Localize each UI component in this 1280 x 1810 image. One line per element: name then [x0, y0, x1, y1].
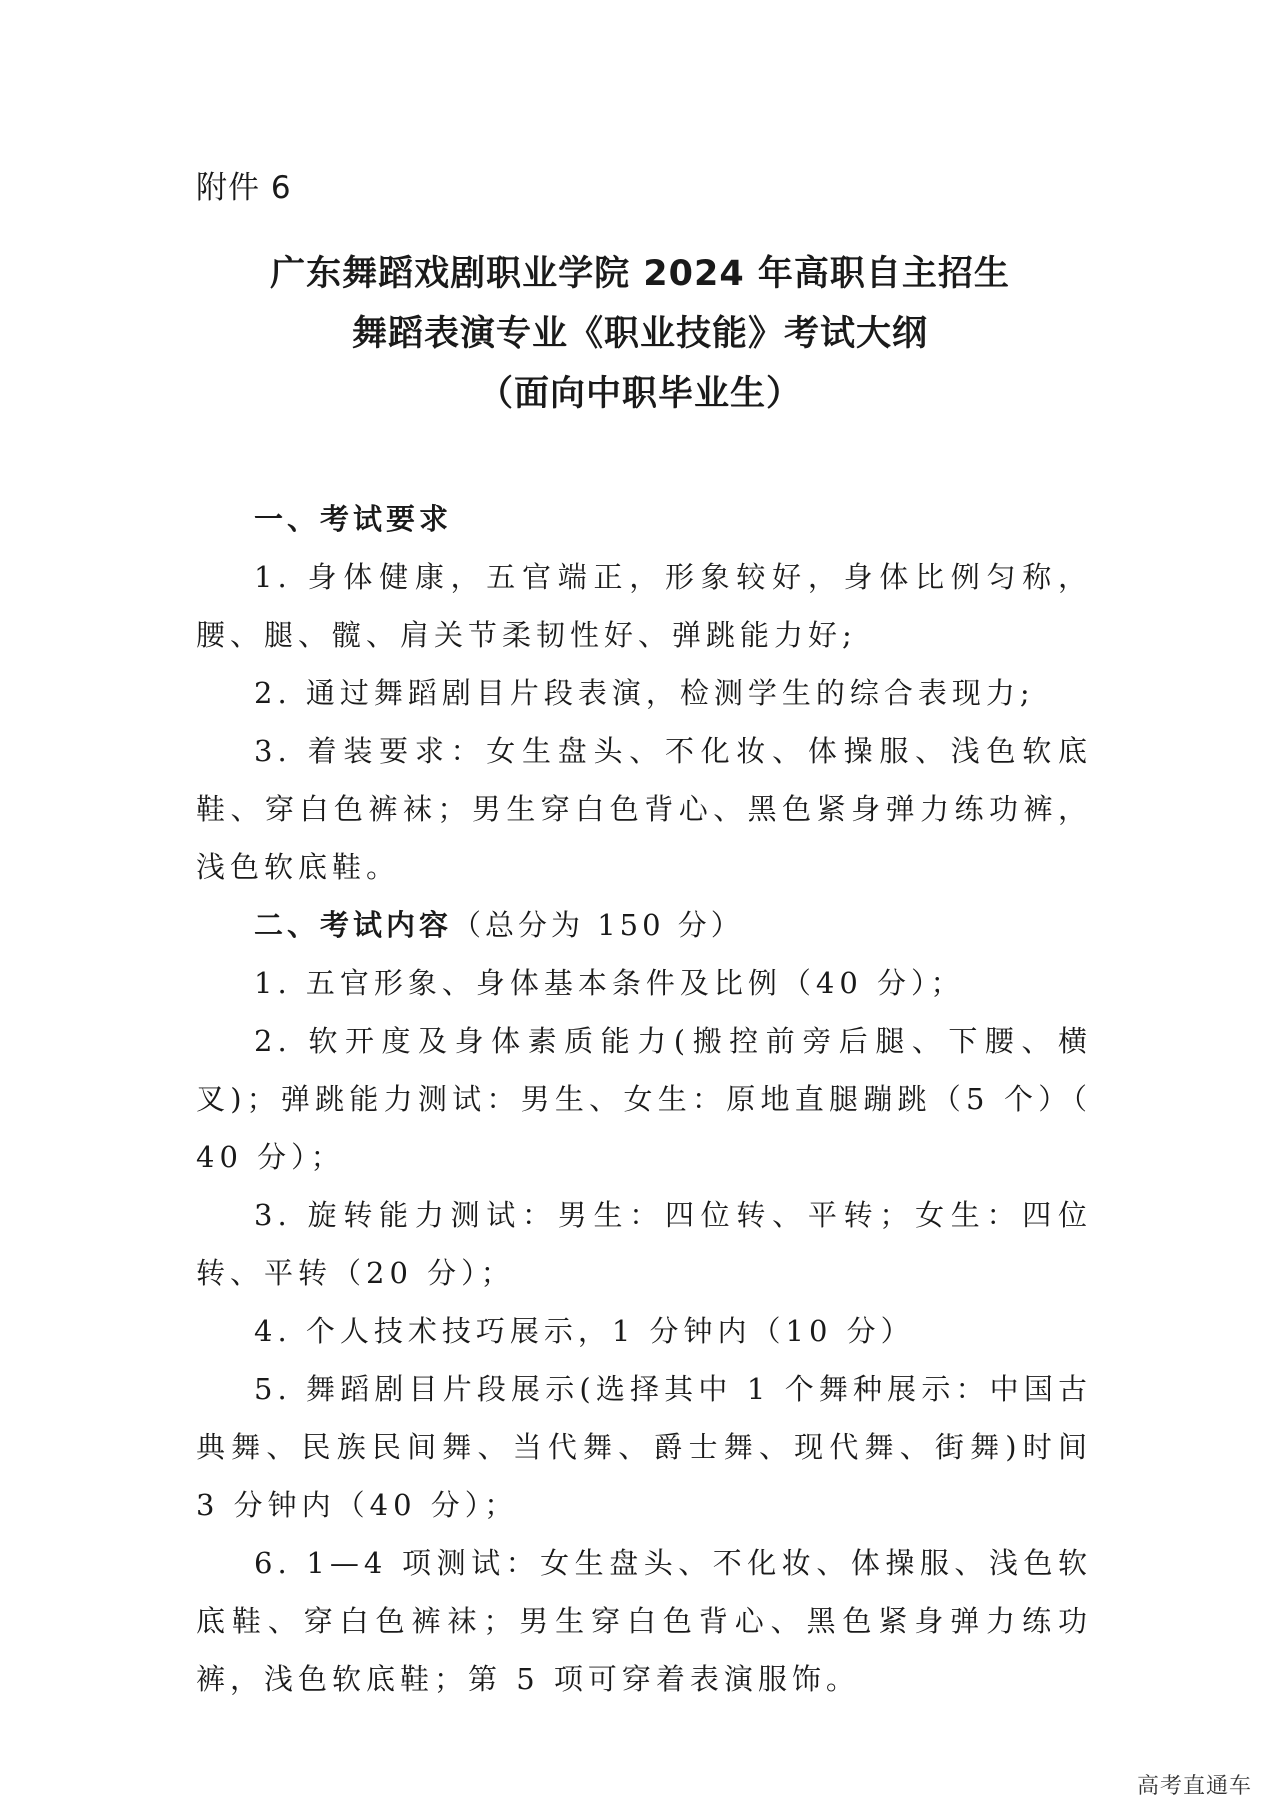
section-heading-requirements: [196, 490, 1092, 548]
section-heading-text: 二、考试内容: [254, 908, 453, 942]
content-item-6: 6. 1—4 项测试：女生盘头、不化妆、体操服、浅色软底鞋、穿白色裤袜；男生穿白色背心、黑色紧身弹力练功裤，浅色软底鞋；第 5 项可穿着表演服饰。: [196, 1546, 1092, 1696]
section-heading-text: 一、考试要求: [254, 502, 453, 536]
attachment-label: 附件 6: [196, 170, 292, 206]
section-heading-note: （总分为 150 分）: [452, 908, 744, 942]
title-line-3: （面向中职毕业生）: [477, 374, 802, 414]
title-line-2: 舞蹈表演专业《职业技能》考试大纲: [351, 314, 928, 354]
document-title: [196, 244, 1084, 424]
content-item-3: 3. 旋转能力测试：男生：四位转、平转；女生：四位转、平转（20 分）；: [196, 1198, 1092, 1290]
content-item-5: 5. 舞蹈剧目片段展示(选择其中 1 个舞种展示：中国古典舞、民族民间舞、当代舞、爵士舞、现代舞、街舞)时间 3 分钟内（40 分）；: [196, 1372, 1092, 1522]
content-item-4: 4. 个人技术技巧展示，1 分钟内（10 分）: [254, 1314, 915, 1348]
content-item-2: 2. 软开度及身体素质能力(搬控前旁后腿、下腰、横叉)；弹跳能力测试：男生、女生：原地直腿蹦跳（5 个）（ 40 分）；: [196, 1024, 1092, 1174]
watermark: 高考直通车: [1136, 1774, 1252, 1799]
section-heading-content: [196, 896, 1092, 954]
content-item-1: 1. 五官形象、身体基本条件及比例（40 分）；: [254, 966, 965, 1000]
requirement-item-2: 2. 通过舞蹈剧目片段表演，检测学生的综合表现力;: [254, 676, 1035, 710]
title-line-1: 广东舞蹈戏剧职业学院 2024 年高职自主招生: [270, 254, 1010, 294]
document-body: [196, 490, 1092, 1708]
requirement-item-1: 1. 身体健康，五官端正，形象较好，身体比例匀称，腰、腿、髋、肩关节柔韧性好、弹跳能力好;: [196, 560, 1092, 652]
requirement-item-3: 3. 着装要求：女生盘头、不化妆、体操服、浅色软底鞋、穿白色裤袜；男生穿白色背心、黑色紧身弹力练功裤，浅色软底鞋。: [196, 734, 1092, 884]
